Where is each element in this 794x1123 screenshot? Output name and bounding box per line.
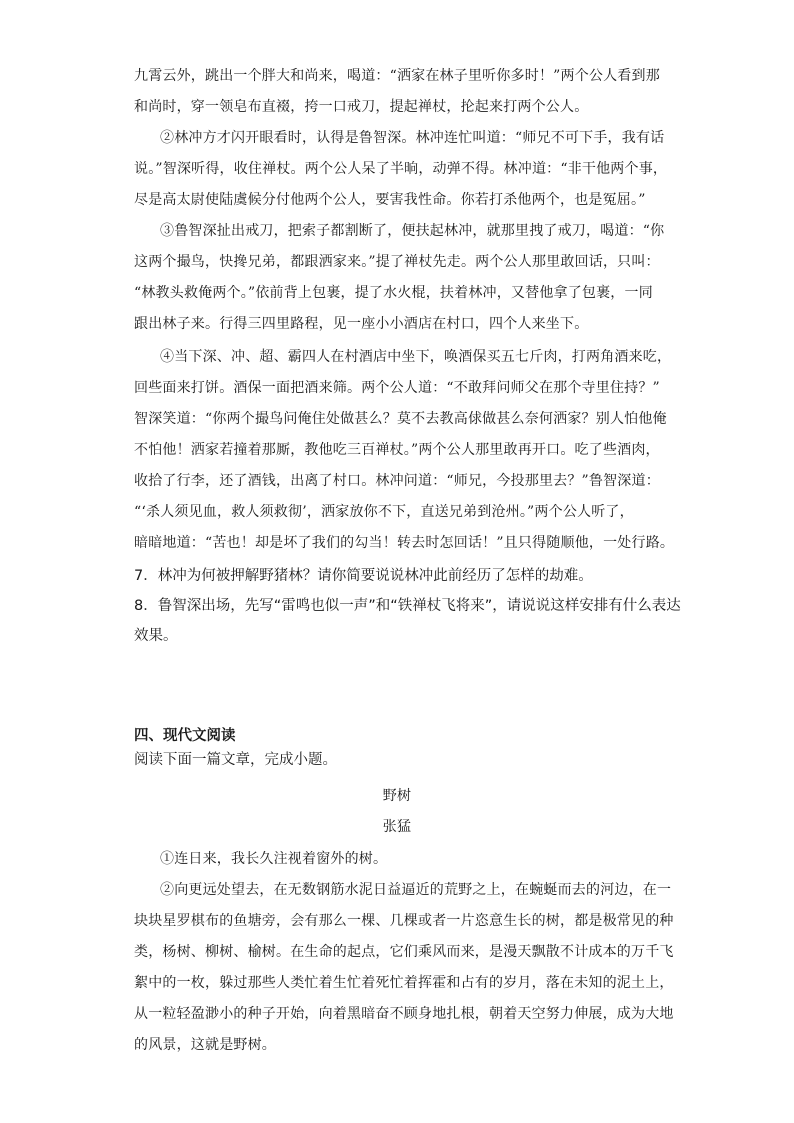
article-line: 块块星罗棋布的鱼塘旁，会有那么一棵、几棵或者一片恣意生长的树，都是极常见的种 — [134, 913, 674, 929]
passage-paragraph-4: ④当下深、冲、超、霸四人在村酒店中坐下，唤酒保买五七斤肉，打两角酒来吃， — [160, 349, 672, 365]
passage-line: 不怕他！洒家若撞着那厮，教他吃三百禅杖。”两个公人那里敢再开口。吃了些酒肉， — [134, 442, 660, 458]
passage-line: 九霄云外，跳出一个胖大和尚来，喝道：“洒家在林子里听你多时！”两个公人看到那 — [134, 68, 660, 84]
passage-line: “林教头救俺两个。”依前背上包裹，提了水火棍，扶着林冲，又替他拿了包裹，一同 — [134, 285, 653, 301]
passage-paragraph-2: ②林冲方才闪开眼看时，认得是鲁智深。林冲连忙叫道：“师兄不可下手，我有话 — [160, 130, 665, 146]
section-instruction: 阅读下面一篇文章，完成小题。 — [134, 752, 337, 768]
passage-line: 说。”智深听得，收住禅杖。两个公人呆了半晌，动弹不得。林冲道：“非干他两个事， — [134, 161, 668, 177]
article-line: 类，杨树、柳树、榆树。在生命的起点，它们乘风而来，是漫天飘散不计成本的万千飞 — [134, 944, 674, 960]
passage-line: 尽是高太尉使陆虞候分付他两个公人，要害我性命。你若打杀他两个，也是冤屈。” — [134, 192, 646, 208]
article-title: 野树 — [382, 788, 412, 804]
passage-line: 这两个撮鸟，快搀兄弟，都跟洒家来。”提了禅杖先走。两个公人那里敢回话，只叫： — [134, 254, 660, 270]
article-paragraph-2: ②向更远处望去，在无数钢筋水泥日益逼近的荒野之上，在蜿蜒而去的河边，在一 — [160, 882, 672, 898]
passage-line: 收拾了行李，还了酒钱，出离了村口。林冲问道：“师兄，今投那里去？”鲁智深道： — [134, 473, 660, 489]
question-7: 7．林冲为何被押解野猪林？请你简要说说林冲此前经历了怎样的劫难。 — [134, 568, 593, 584]
passage-line: 回些面来打饼。酒保一面把酒来筛。两个公人道：“不敢拜问师父在那个寺里住持？” — [134, 380, 660, 396]
article-line: 絮中的一枚，躲过那些人类忙着生忙着死忙着挥霍和占有的岁月，落在未知的泥土上， — [134, 975, 674, 991]
passage-line: 跟出林子来。行得三四里路程，见一座小小酒店在村口，四个人来坐下。 — [134, 316, 589, 332]
passage-line: 和尚时，穿一领皂布直裰，挎一口戒刀，提起禅杖，抡起来打两个公人。 — [134, 99, 589, 115]
article-paragraph-1: ①连日来，我长久注视着窗外的树。 — [160, 851, 388, 867]
article-author: 张猛 — [382, 819, 412, 835]
passage-line: “‘杀人须见血，救人须救彻’，洒家放你不下，直送兄弟到沧州。”两个公人听了， — [134, 504, 634, 520]
passage-line: 暗暗地道：“苦也！却是坏了我们的勾当！转去时怎回话！”且只得随顺他，一处行路。 — [134, 535, 675, 551]
passage-line: 智深笑道：“你两个撮鸟问俺住处做甚么？莫不去教高俅做甚么奈何洒家？别人怕他俺 — [134, 411, 667, 427]
section-title: 四、现代文阅读 — [134, 728, 236, 744]
passage-paragraph-3: ③鲁智深扯出戒刀，把索子都割断了，便扶起林冲，就那里拽了戒刀，喝道：“你 — [160, 223, 665, 239]
article-line: 的风景，这就是野树。 — [134, 1037, 276, 1053]
question-8-continued: 效果。 — [134, 628, 178, 644]
article-line: 从一粒轻盈渺小的种子开始，向着黑暗奋不顾身地扎根，朝着天空努力伸展，成为大地 — [134, 1006, 674, 1022]
question-8: 8．鲁智深出场，先写“雷鸣也似一声”和“铁禅杖飞将来”，请说说这样安排有什么表达 — [134, 598, 681, 614]
